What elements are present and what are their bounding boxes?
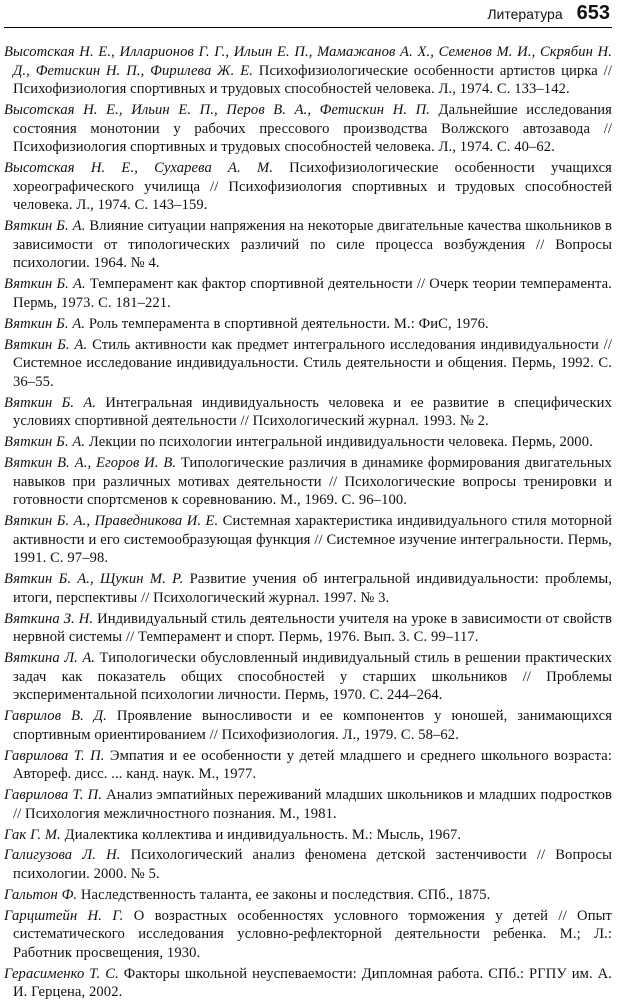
reference-details: Дальнейшие исследования состояния монотонии у рабочих прессового производства Волжского автозавода // Психофизиология спортивных и трудовых способностей человека. Л., 1974. С. 40–62.	[13, 102, 612, 156]
reference-entry	[4, 159, 612, 215]
reference-entry	[4, 275, 612, 312]
reference-entry	[4, 394, 612, 431]
reference-authors: Галигузова Л. Н.	[4, 847, 121, 864]
reference-details: Типологические различия в динамике формирования двигательных навыков при различных мотивах деятельности // Психологические вопросы тренировки и готовности спортсменов к соревнованию. М., 1969. С. 96–100.	[13, 455, 612, 509]
reference-entry	[4, 886, 612, 905]
reference-authors: Высотская Н. Е., Илларионов Г. Г., Ильин Е. П., Мамажанов А. Х., Семенов М. И., Скрябин Н. Д., Фетискин Н. П., Фирилева Ж. Е.	[4, 44, 612, 79]
running-head	[4, 0, 612, 24]
reference-details: Анализ эмпатийных переживаний младших школьников и младших подростков // Психология межличностного познания. М., 1981.	[13, 787, 612, 822]
reference-details: Развитие учения об интегральной индивидуальности: проблемы, итоги, перспективы // Психологический журнал. 1997. № 3.	[13, 571, 612, 606]
reference-entry	[4, 43, 612, 99]
reference-entry	[4, 101, 612, 157]
reference-details: Факторы школьной неуспеваемости: Дипломная работа. СПб.: РГПУ им. А. И. Герцена, 2002.	[13, 965, 613, 1001]
reference-authors: Гаврилова Т. П.	[4, 787, 103, 804]
reference-details: Роль темперамента в спортивной деятельности. М.: ФиС, 1976.	[85, 315, 489, 332]
reference-details: Проявление выносливости и ее компонентов у юношей, занимающихся спортивным ориентированием // Психофизиология. Л., 1979. С. 58–62.	[13, 708, 613, 743]
reference-authors: Гак Г. М.	[4, 826, 61, 843]
reference-authors: Вяткин Б. А.	[4, 336, 88, 353]
reference-authors: Вяткин Б. А.	[4, 315, 86, 332]
reference-authors: Вяткин Б. А.	[4, 434, 86, 451]
reference-entry	[4, 649, 612, 705]
reference-authors: Высотская Н. Е., Сухарева А. М.	[4, 160, 273, 177]
reference-entry	[4, 747, 612, 784]
reference-authors: Герасименко Т. С.	[4, 965, 119, 982]
page-number: 653	[576, 2, 610, 24]
reference-details: Психологический анализ феномена детской застенчивости // Вопросы психологии. 2000. № 5.	[13, 847, 612, 882]
reference-entry	[4, 570, 612, 607]
reference-entry	[4, 512, 612, 568]
reference-entry	[4, 965, 612, 1002]
reference-authors: Вяткина Л. А.	[4, 650, 96, 667]
reference-authors: Высотская Н. Е., Ильин Е. П., Перов В. А., Фетискин Н. П.	[4, 102, 431, 119]
reference-details: Лекции по психологии интегральной индивидуальности человека. Пермь, 2000.	[85, 434, 593, 451]
reference-entry	[4, 336, 612, 392]
reference-authors: Вяткин Б. А.	[4, 394, 97, 411]
reference-authors: Вяткин Б. А.	[4, 276, 86, 293]
reference-entry	[4, 826, 612, 845]
reference-authors: Вяткин В. А., Егоров И. В.	[4, 455, 177, 471]
reference-entry	[4, 217, 612, 273]
section-title: Литература	[487, 6, 563, 22]
reference-details: Системная характеристика индивидуального стиля моторной активности и его системообразующая функция // Системное изучение интегральности. Пермь, 1991. С. 97–98.	[13, 513, 613, 567]
reference-authors: Вяткин Б. А.	[4, 218, 86, 235]
reference-entry	[4, 846, 612, 883]
reference-details: Интегральная индивидуальность человека и ее развитие в специфических условиях спортивной деятельности // Психологический журнал. 1993. № 2.	[13, 394, 612, 430]
reference-details: Эмпатия и ее особенности у детей младшего и среднего школьного возраста: Автореф. дисс. ... канд. наук. М., 1977.	[13, 747, 613, 783]
reference-details: Влияние ситуации напряжения на некоторые двигательные качества школьников в зависимости от типологических различий по силе процесса возбуждения // Вопросы психологии. 1964. № 4.	[13, 218, 612, 272]
reference-list	[4, 43, 612, 1002]
reference-authors: Гарцштейн Н. Г.	[4, 907, 124, 924]
reference-entry	[4, 707, 612, 744]
reference-entry	[4, 315, 612, 334]
reference-details: Индивидуальный стиль деятельности учителя на уроке в зависимости от свойств нервной системы // Темперамент и спорт. Пермь, 1976. Вып. 3. С. 99–117.	[13, 610, 613, 646]
reference-entry	[4, 786, 612, 823]
reference-authors: Гальтон Ф.	[4, 886, 78, 903]
reference-entry	[4, 610, 612, 647]
reference-details: Типологически обусловленный индивидуальный стиль в решении практических задач как показатель общих способностей у старших школьников // Проблемы экспериментальной психологии личности. Пермь, 1970. С. 244–264.	[13, 650, 612, 704]
reference-details: Стиль активности как предмет интегрального исследования индивидуальности // Системное исследование индивидуальности. Стиль деятельности и общения. Пермь, 1992. С. 36–55.	[13, 336, 612, 390]
reference-authors: Вяткин Б. А., Праведникова И. Е.	[4, 513, 219, 530]
reference-details: О возрастных особенностях условного торможения у детей // Опыт систематического исследования условно-рефлекторной деятельности ребенка. М.; Л.: Работник просвещения, 1930.	[13, 907, 612, 961]
reference-authors: Вяткин Б. А., Щукин М. Р.	[4, 571, 184, 588]
reference-authors: Гаврилова Т. П.	[4, 747, 105, 764]
reference-authors: Гаврилов В. Д.	[4, 708, 107, 725]
reference-details: Психофизиологические особенности артистов цирка // Психофизиология спортивных и трудовых способностей человека. Л., 1974. С. 133–142.	[13, 62, 612, 98]
reference-details: Диалектика коллектива и индивидуальность. М.: Мысль, 1967.	[60, 826, 462, 843]
reference-authors: Вяткина З. Н.	[4, 610, 94, 627]
reference-details: Психофизиологические особенности учащихся хореографического училища // Психофизиология спортивных и трудовых способностей человека. Л., 1974. С. 143–159.	[13, 160, 612, 214]
reference-details: Темперамент как фактор спортивной деятельности // Очерк теории темперамента. Пермь, 1973. С. 181–221.	[13, 276, 612, 311]
reference-entry	[4, 907, 612, 963]
header-divider	[4, 27, 612, 28]
reference-details: Наследственность таланта, ее законы и последствия. СПб., 1875.	[77, 886, 491, 903]
reference-entry	[4, 433, 612, 452]
reference-entry	[4, 454, 612, 510]
